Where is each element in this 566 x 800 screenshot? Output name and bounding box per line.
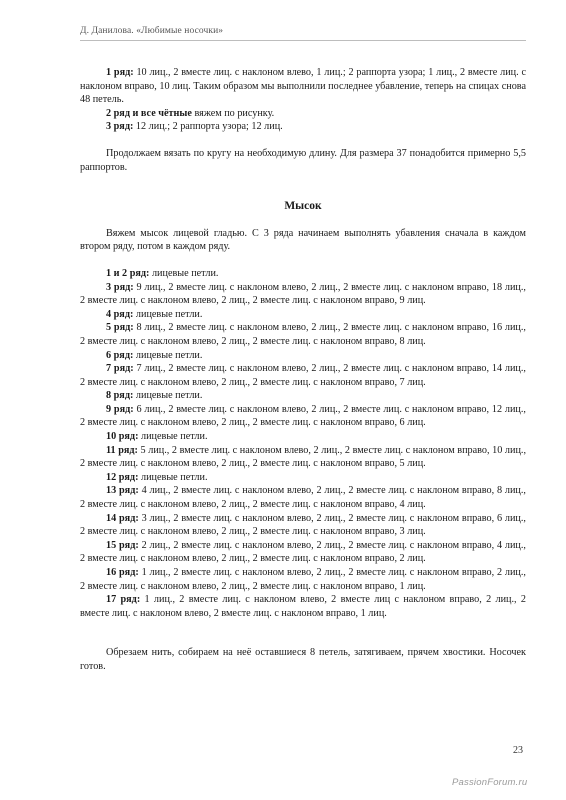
row-label: 11 ряд: xyxy=(106,444,138,456)
pattern-row xyxy=(80,403,526,430)
intro-rows xyxy=(80,66,526,134)
pattern-row xyxy=(80,566,526,593)
row-text: лицевые петли. xyxy=(149,267,219,279)
row-label: 1 ряд: xyxy=(106,67,134,78)
row-label: 10 ряд: xyxy=(106,431,139,443)
row-text: лицевые петли. xyxy=(133,308,203,320)
row-text: 1 лиц., 2 вместе лиц. с наклоном влево, 2 лиц., 2 вместе лиц. с наклоном вправо, 2 лиц., 2 вместе лиц. с наклоном влево, 2 лиц., 2 вместе лиц. с наклоном вправо, 1 лиц. xyxy=(80,567,526,592)
pattern-row xyxy=(80,539,526,566)
row-text: 6 лиц., 2 вместе лиц. с наклоном влево, 2 лиц., 2 вместе лиц. с наклоном вправо, 12 лиц., 2 вместе лиц. с наклоном влево, 2 лиц., 2 вместе лиц. с наклоном вправо, 6 лиц. xyxy=(80,403,526,429)
pattern-row xyxy=(80,389,526,403)
row-label: 17 ряд: xyxy=(106,594,141,606)
row-text: лицевые петли. xyxy=(133,390,203,402)
row-text: 3 лиц., 2 вместе лиц. с наклоном влево, 2 лиц., 2 вместе лиц. с наклоном вправо, 6 лиц., 2 вместе лиц. с наклоном влево, 2 лиц., 2 вместе лиц. с наклоном вправо, 3 лиц. xyxy=(80,512,526,538)
row-label: 3 ряд: xyxy=(106,121,134,133)
row-label: 6 ряд: xyxy=(106,349,134,361)
row-label: 12 ряд: xyxy=(106,471,139,483)
pattern-row xyxy=(80,321,526,348)
closing-paragraph: Обрезаем нить, собираем на неё оставшиеся 8 петель, затягиваем, прячем хвостики. Носочек готов. xyxy=(80,647,526,672)
row-label: 7 ряд: xyxy=(106,363,134,375)
row-label: 8 ряд: xyxy=(106,390,134,402)
pattern-row xyxy=(80,512,526,539)
pattern-row xyxy=(80,593,526,620)
row-text: 1 лиц., 2 вместе лиц. с наклоном влево, 2 вместе лиц с наклоном вправо, 2 лиц., 2 вместе лиц. с наклоном влево, 2 вместе лиц. с наклоном вправо, 1 лиц. xyxy=(80,594,526,619)
section-intro: Вяжем мысок лицевой гладью. С 3 ряда начинаем выполнять убавления сначала в каждом втором ряду, потом в каждом ряду. xyxy=(80,227,526,253)
pattern-row xyxy=(80,66,526,107)
row-label: 3 ряд: xyxy=(106,281,134,293)
pattern-row xyxy=(80,107,526,121)
row-label: 2 ряд и все чётные xyxy=(106,107,192,119)
pattern-row xyxy=(80,430,526,444)
row-text: лицевые петли. xyxy=(138,431,208,443)
row-text: вяжем по рисунку. xyxy=(191,107,275,119)
row-text: лицевые петли. xyxy=(138,471,208,483)
row-label: 14 ряд: xyxy=(106,512,139,524)
row-text: 8 лиц., 2 вместе лиц. с наклоном влево, 2 лиц., 2 вместе лиц. с наклоном вправо, 16 лиц., 2 вместе лиц. с наклоном влево, 2 лиц., 2 вместе лиц. с наклоном вправо, 8 лиц. xyxy=(80,322,526,347)
page-number: 23 xyxy=(513,745,523,756)
pattern-row xyxy=(80,471,526,485)
row-label: 5 ряд: xyxy=(106,322,134,334)
pattern-row xyxy=(80,349,526,363)
row-label: 16 ряд: xyxy=(106,567,139,578)
row-label: 1 и 2 ряд: xyxy=(106,267,150,279)
pattern-row xyxy=(80,267,526,281)
watermark: PassionForum.ru xyxy=(452,777,528,788)
pattern-row xyxy=(80,444,526,471)
row-text: 10 лиц., 2 вместе лиц. с наклоном влево, 1 лиц.; 2 раппорта узора; 1 лиц., 2 вместе лиц. с наклоном вправо, 10 лиц. Таким образом мы выполнили последнее убавление, теперь на спицах снова 48 петель. xyxy=(80,67,526,106)
pattern-row xyxy=(80,484,526,511)
toe-rows xyxy=(80,267,526,620)
pattern-row xyxy=(80,120,526,134)
row-label: 15 ряд: xyxy=(106,539,139,551)
row-label: 4 ряд: xyxy=(106,308,134,320)
pattern-row xyxy=(80,281,526,308)
row-text: 9 лиц., 2 вместе лиц. с наклоном влево, 2 лиц., 2 вместе лиц. с наклоном вправо, 18 лиц., 2 вместе лиц. с наклоном влево, 2 лиц., 2 вместе лиц. с наклоном вправо, 9 лиц. xyxy=(80,281,526,307)
row-text: 4 лиц., 2 вместе лиц. с наклоном влево, 2 лиц., 2 вместе лиц. с наклоном вправо, 8 лиц., 2 вместе лиц. с наклоном влево, 2 лиц., 2 вместе лиц. с наклоном вправо, 4 лиц. xyxy=(80,485,526,511)
header-divider xyxy=(80,40,526,41)
row-text: 7 лиц., 2 вместе лиц. с наклоном влево, 2 лиц., 2 вместе лиц. с наклоном вправо, 14 лиц., 2 вместе лиц. с наклоном влево, 2 лиц., 2 вместе лиц. с наклоном вправо, 7 лиц. xyxy=(80,363,526,388)
row-text: 2 лиц., 2 вместе лиц. с наклоном влево, 2 лиц., 2 вместе лиц. с наклоном вправо, 4 лиц., 2 вместе лиц. с наклоном влево, 2 лиц., 2 вместе лиц. с наклоном вправо, 2 лиц. xyxy=(80,539,526,565)
section-title: Мысок xyxy=(284,200,322,213)
row-text: лицевые петли. xyxy=(133,349,203,361)
continue-paragraph: Продолжаем вязать по кругу на необходимую длину. Для размера 37 понадобится примерно 5,5 раппортов. xyxy=(80,147,526,173)
row-text: 5 лиц., 2 вместе лиц. с наклоном влево, 2 лиц., 2 вместе лиц. с наклоном вправо, 10 лиц., 2 вместе лиц. с наклоном влево, 2 лиц., 2 вместе лиц. с наклоном вправо, 5 лиц. xyxy=(80,444,526,470)
pattern-row xyxy=(80,362,526,389)
row-text: 12 лиц.; 2 раппорта узора; 12 лиц. xyxy=(133,121,283,133)
row-label: 13 ряд: xyxy=(106,485,139,497)
row-label: 9 ряд: xyxy=(106,403,134,415)
running-head: Д. Данилова. «Любимые носочки» xyxy=(80,26,224,36)
pattern-row xyxy=(80,308,526,322)
page-body xyxy=(80,66,526,674)
